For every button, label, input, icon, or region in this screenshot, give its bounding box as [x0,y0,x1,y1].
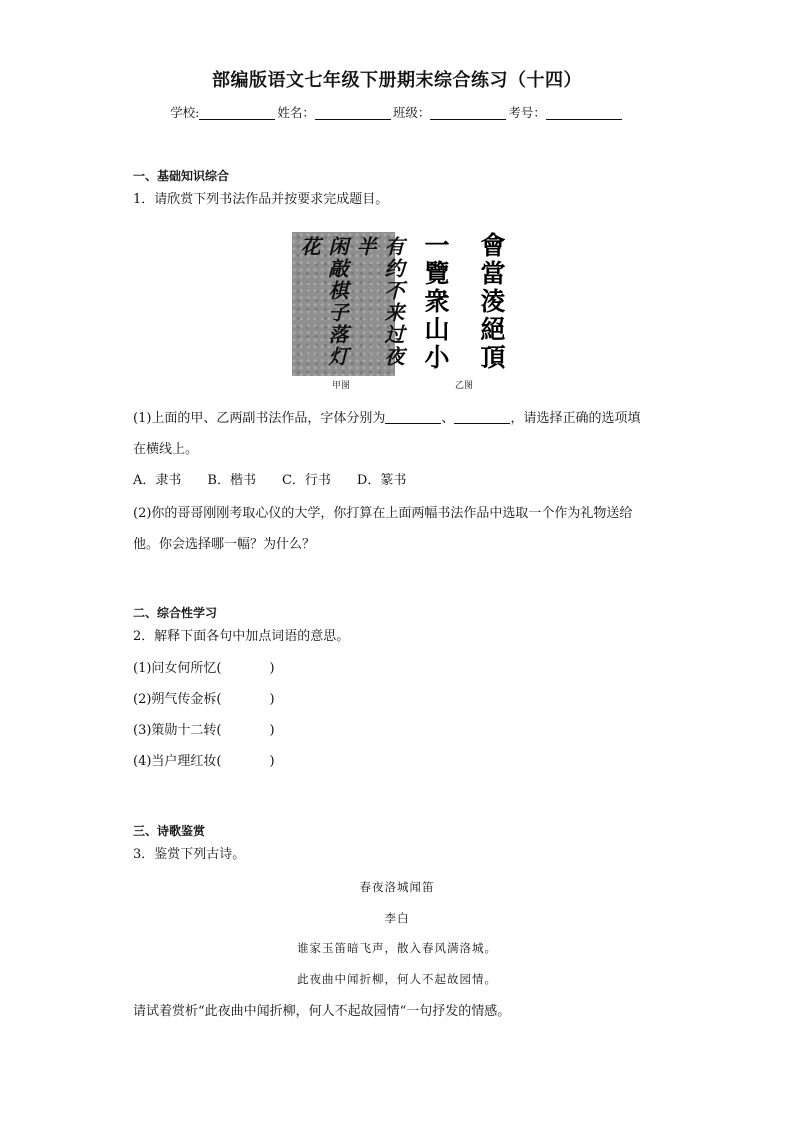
q1-sub1-text-b: ，请选择正确的选项填 [510,411,641,426]
q2-item-4-close: ) [269,754,275,769]
q3-question: 请试着赏析“此夜曲中闻折柳，何人不起故园情“一句抒发的情感。 [133,1004,511,1019]
name-field[interactable] [315,105,391,120]
q1-sub2-line1: (2)你的哥哥刚刚考取心仪的大学，你打算在上面两幅书法作品中选取一个作为礼物送给 [133,506,633,521]
q2-item-4-text: (4)当户理红妆( [133,754,222,769]
calligraphy-yi-column-1: 會當淩絕頂 [477,232,506,372]
q1-answer-blank-2[interactable] [454,411,510,424]
q1-options [133,471,432,491]
q2-item-3 [133,721,275,741]
student-info-line [0,103,794,121]
class-field[interactable] [430,105,506,120]
q2-item-4 [133,752,275,772]
option-a[interactable]: A．隶书 [133,473,182,488]
option-c[interactable]: C．行书 [281,473,331,488]
option-d[interactable]: D．篆书 [356,473,407,488]
section3-heading: 三、诗歌鉴赏 [133,824,206,838]
option-b[interactable]: B．楷书 [207,473,256,488]
poem-line-2: 此夜曲中闻折柳，何人不起故园情。 [297,972,497,986]
school-field[interactable] [199,105,275,120]
q3-stem: 3．鉴赏下列古诗。 [133,847,246,862]
q2-item-2 [133,690,275,710]
q1-stem: 1．请欣赏下列书法作品并按要求完成题目。 [133,192,389,207]
q2-stem: 2．解释下面各句中加点词语的意思。 [133,629,350,644]
section2-heading: 二、综合性学习 [133,606,218,620]
poem-title: 春夜洛城闻笛 [359,880,435,894]
q2-item-2-text: (2)朔气传金柝( [133,692,222,707]
caption-jia: 甲图 [332,381,351,391]
page-title: 部编版语文七年级下册期末综合练习（十四） [212,70,582,91]
name-label: 姓名： [277,105,315,120]
q2-item-3-text: (3)策勋十二转( [133,723,222,738]
calligraphy-image-yi [420,232,506,374]
calligraphy-jia-column-2: 闲敲棋子落灯花 [297,236,349,368]
q1-sub1-sep: 、 [441,411,455,426]
section1-heading: 一、基础知识综合 [133,169,230,183]
poem-line-1: 谁家玉笛暗飞声，散入春风满洛城。 [297,941,497,955]
exam-no-label: 考号： [508,105,546,120]
class-label: 班级： [392,105,431,120]
q1-sub1-line1 [133,409,673,429]
calligraphy-yi-column-2: 一覽衆山小 [421,232,450,372]
q1-sub2-line2: 他。你会选择哪一幅？为什么？ [133,537,316,552]
exam-no-field[interactable] [546,105,622,120]
calligraphy-jia-column-1: 有约不来过夜半 [353,236,405,368]
q1-answer-blank-1[interactable] [385,411,441,424]
caption-yi: 乙图 [455,381,474,391]
q1-sub1-line2: 在横线上。 [133,442,199,457]
school-label: 学校: [170,105,200,120]
q2-item-1-text: (1)问女何所忆( [133,661,222,676]
q2-item-1-close: ) [269,661,275,676]
poem-author: 李白 [384,911,410,925]
q2-item-3-close: ) [269,723,275,738]
q1-sub1-text-a: (1)上面的甲、乙两副书法作品，字体分别为 [133,411,386,426]
q2-item-2-close: ) [269,692,275,707]
q2-item-1 [133,659,275,679]
calligraphy-image-jia [292,232,405,376]
